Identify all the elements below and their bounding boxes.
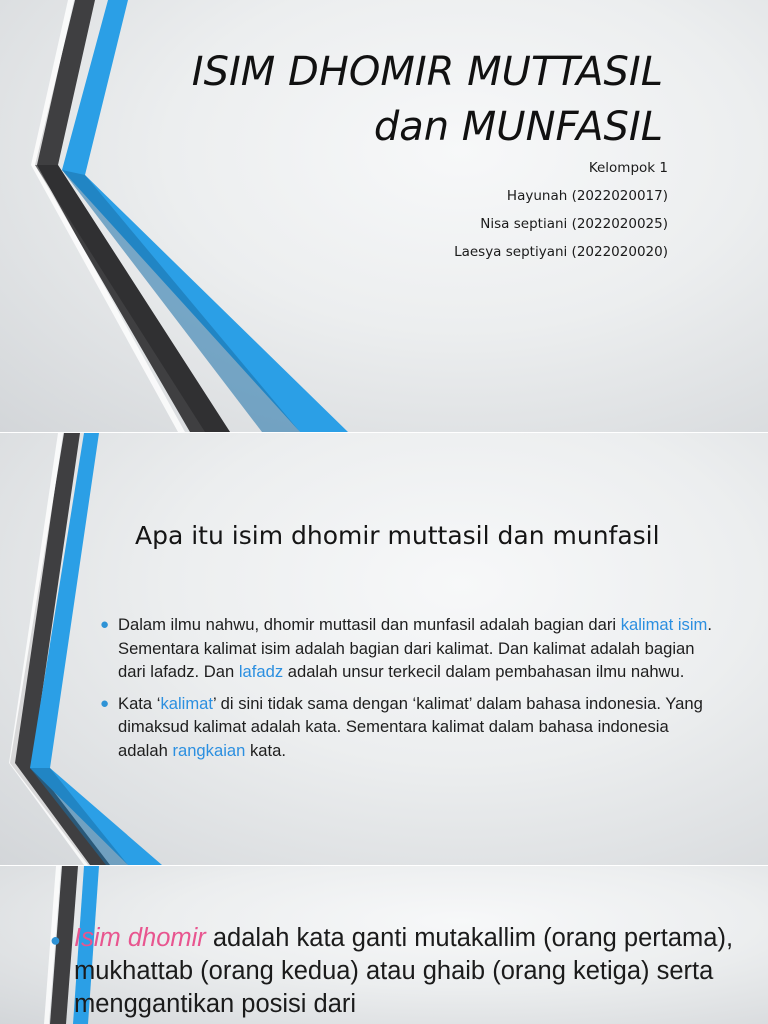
bullet-item: ● Dalam ilmu nahwu, dhomir muttasil dan munfasil adalah bagian dari kalimat isim. Sementara kalimat isim adalah bagian dari kalimat. Dan kalimat adalah bagian dari lafadz. Dan lafadz adalah unsur terkecil dalam pembahasan ilmu nahwu. (100, 615, 712, 681)
link-kalimat-isim[interactable]: kalimat isim (620, 615, 708, 634)
slide3-paragraph: ● Isim dhomir adalah kata ganti mutakallim (orang pertama), mukhattab (orang kedua) atau ghaib (orang ketiga) serta menggantikan posisi dari (50, 924, 734, 1018)
group-label: Kelompok 1 (588, 160, 668, 176)
slide-heading: Apa itu isim dhomir muttasil dan munfasil (135, 521, 660, 550)
content-slide (0, 433, 768, 865)
highlight-term: Isim dhomir (74, 924, 206, 952)
partial-slide (0, 866, 768, 1024)
slide-title-line-1: ISIM DHOMIR MUTTASIL (191, 49, 663, 95)
member-3: Laesya septiyani (2022020020) (454, 244, 668, 260)
link-lafadz[interactable]: lafadz (238, 662, 284, 681)
member-2: Nisa septiani (2022020025) (480, 216, 668, 232)
bullet-dot-icon: ● (100, 616, 110, 633)
bullet-item: ● Kata ‘kalimat’ di sini tidak sama dengan ‘kalimat’ dalam bahasa indonesia. Yang dimaksud kalimat adalah kata. Sementara kalimat dalam bahasa indonesia adalah rangkaian kata. (100, 693, 703, 760)
member-1: Hayunah (2022020017) (506, 188, 668, 204)
link-kalimat[interactable]: kalimat (160, 693, 213, 713)
slide-title-line-2: dan MUNFASIL (373, 104, 663, 150)
bullet-dot-icon: ● (50, 930, 61, 950)
bullet-dot-icon: ● (100, 694, 110, 712)
link-rangkaian[interactable]: rangkaian (172, 740, 246, 760)
title-slide (0, 0, 768, 432)
bullet-list (100, 613, 720, 770)
